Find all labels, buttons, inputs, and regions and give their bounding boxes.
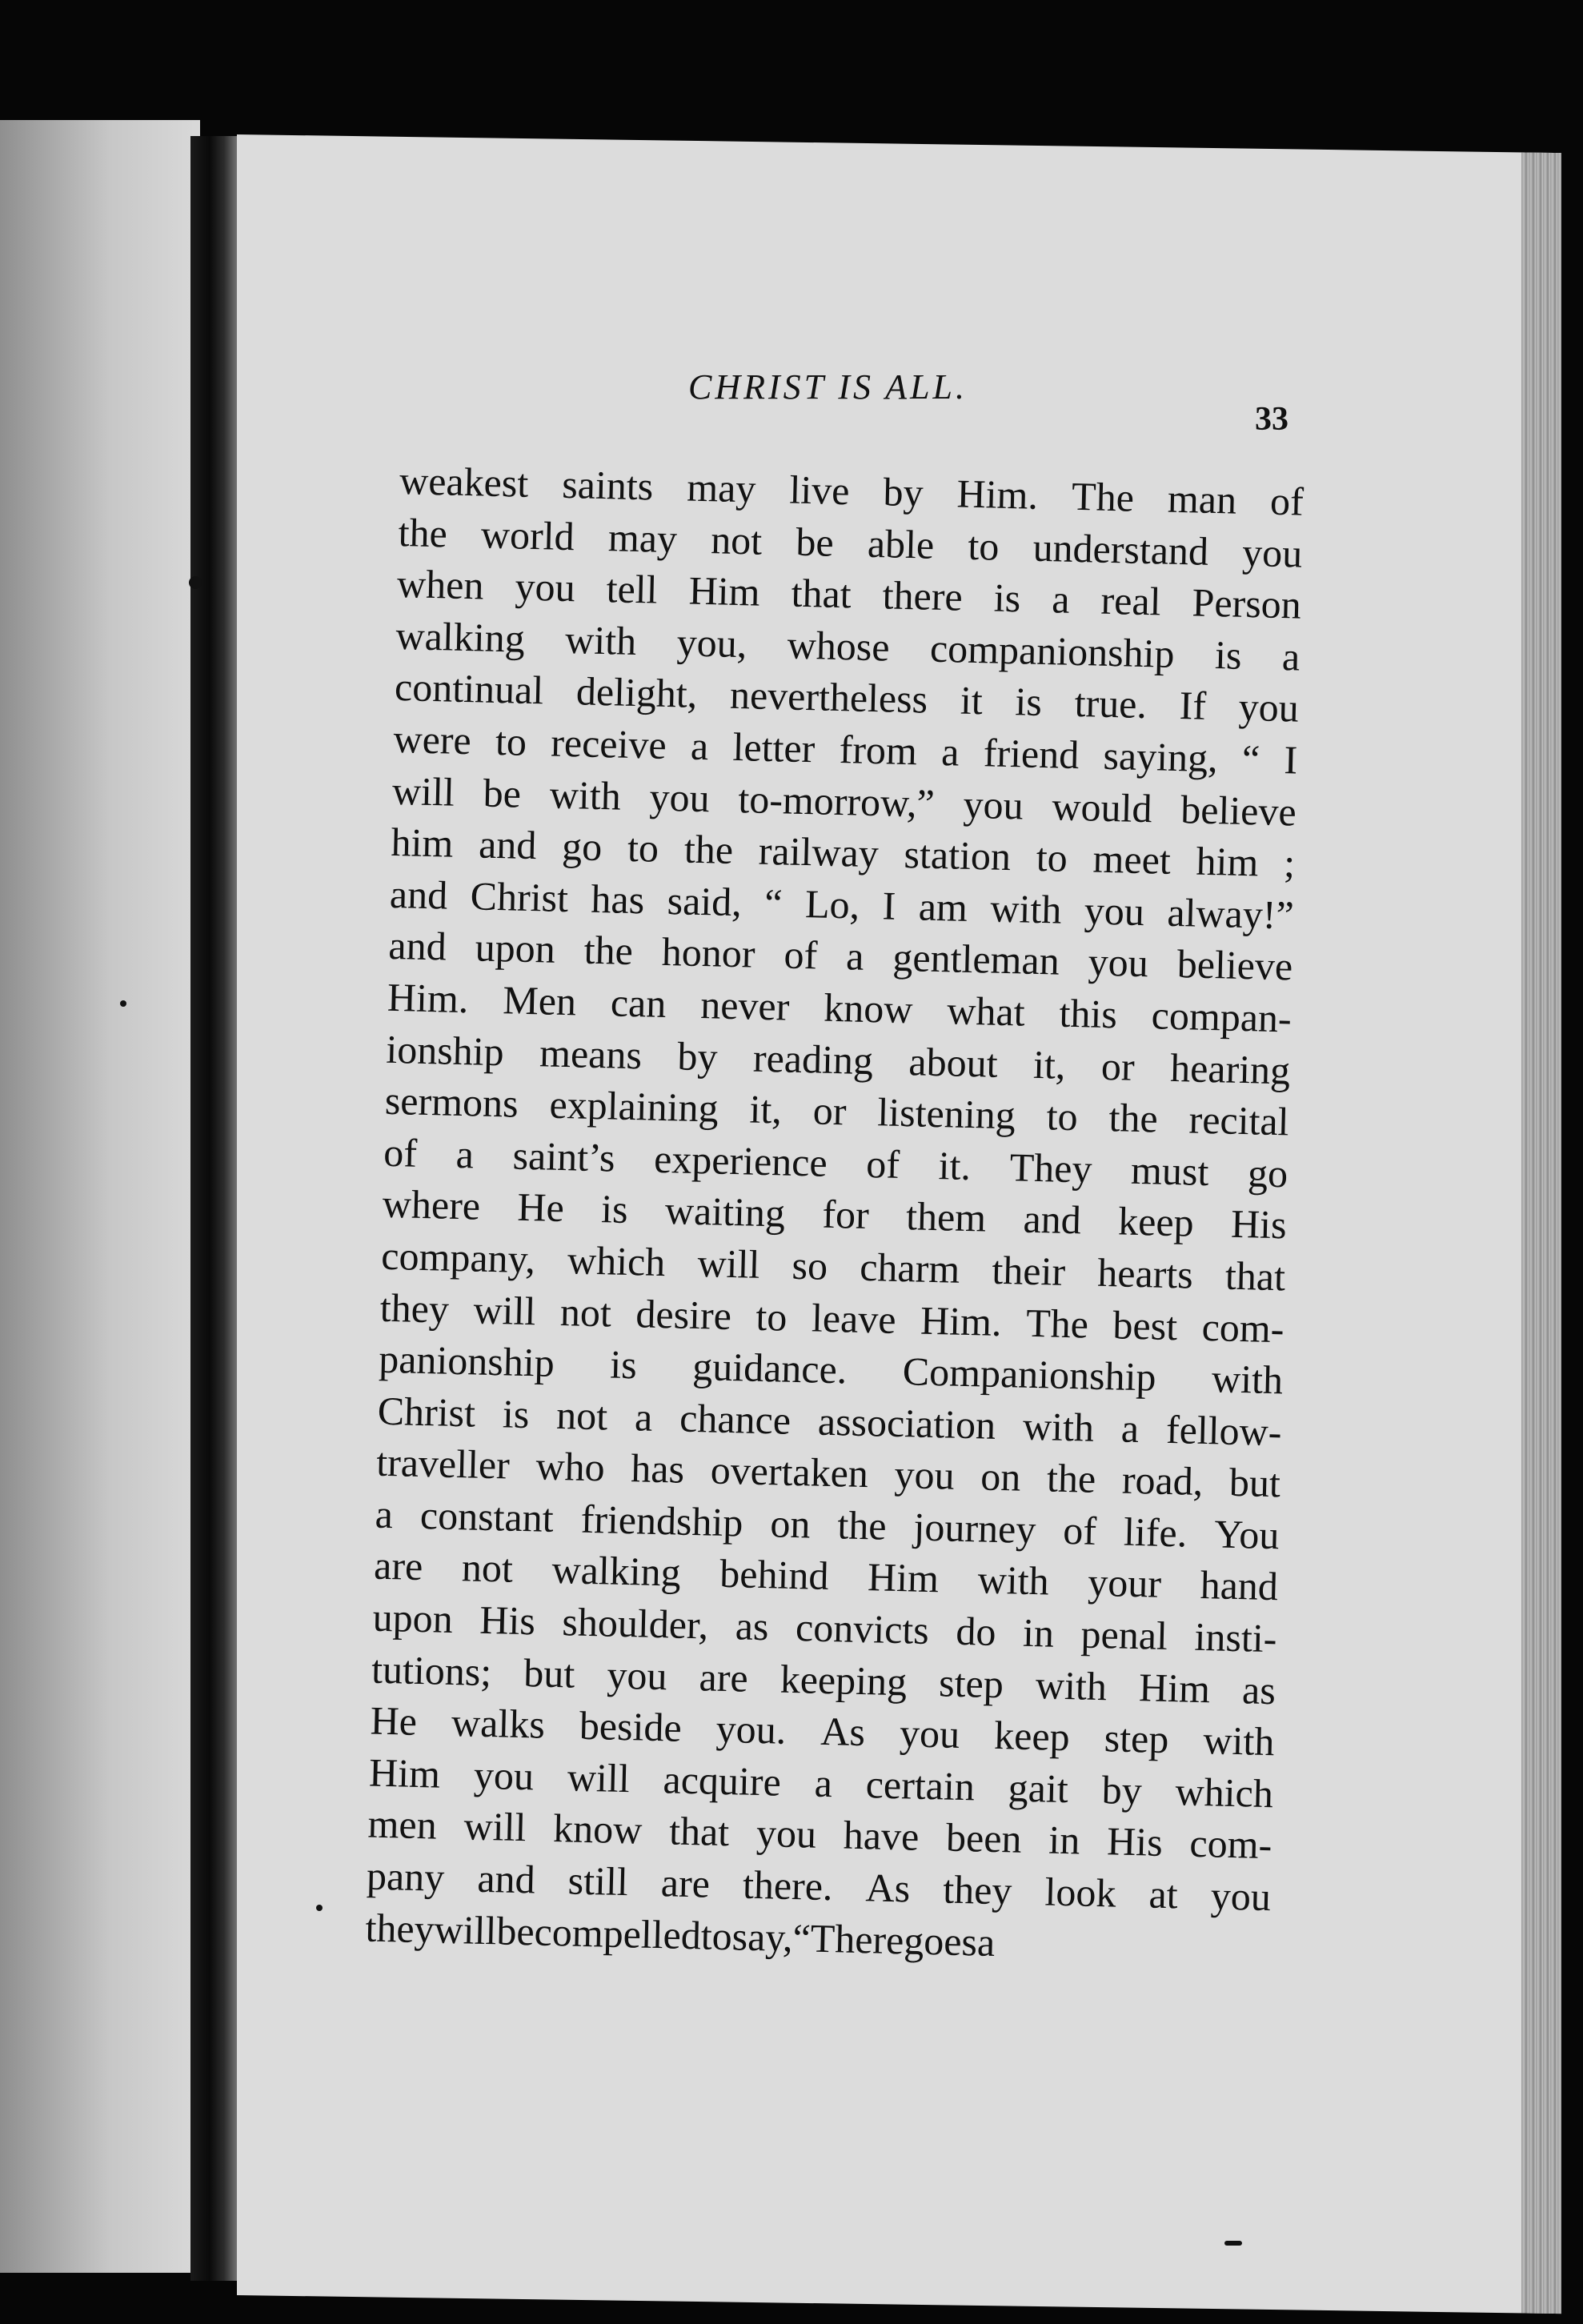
word: Him. — [956, 471, 1039, 518]
word: friend — [983, 730, 1080, 778]
word: reading — [752, 1035, 874, 1083]
word: the — [398, 509, 448, 555]
word: has — [590, 876, 645, 923]
word: I — [1283, 737, 1298, 783]
word: of — [383, 1129, 418, 1176]
word: means — [539, 1029, 643, 1077]
word: at — [1148, 1871, 1179, 1917]
word: life. — [1123, 1509, 1188, 1556]
word: to — [967, 523, 1000, 569]
word: of — [1269, 478, 1304, 524]
word: saying, — [1102, 732, 1219, 781]
word: them — [905, 1193, 987, 1240]
word: upon — [372, 1594, 454, 1642]
word: Lo, — [804, 880, 860, 928]
word: on — [980, 1453, 1022, 1500]
word: to-morrow,” — [737, 775, 936, 826]
word: His — [1230, 1201, 1288, 1248]
word: sermons — [384, 1077, 519, 1126]
word: I — [882, 883, 896, 928]
word: a — [1120, 1405, 1140, 1451]
word: or — [1100, 1043, 1136, 1089]
word: insti- — [1193, 1613, 1278, 1661]
word: world — [480, 511, 575, 559]
word: the — [583, 927, 634, 974]
word: Him — [368, 1749, 441, 1797]
word: the — [1046, 1455, 1096, 1502]
word: Men — [502, 977, 577, 1024]
word: said, — [667, 877, 743, 924]
word: to — [1036, 835, 1068, 880]
word: in — [1048, 1817, 1080, 1863]
word: behind — [719, 1551, 830, 1599]
word: about — [908, 1038, 999, 1086]
word: which — [567, 1237, 666, 1284]
word: and — [387, 923, 447, 969]
word: compelled — [534, 1909, 702, 1957]
word: certain — [865, 1761, 976, 1809]
word: never — [699, 981, 791, 1029]
word: will — [434, 1906, 498, 1953]
word: to — [700, 1913, 733, 1958]
word: is — [600, 1186, 629, 1232]
running-head: CHRIST IS ALL. — [688, 367, 968, 407]
word: to — [755, 1293, 788, 1340]
word: keep — [993, 1713, 1071, 1760]
word: they — [379, 1284, 450, 1332]
word: constant — [419, 1492, 555, 1541]
word: still — [567, 1857, 629, 1905]
word: station — [904, 831, 1012, 880]
word: be — [483, 770, 522, 816]
word: must — [1130, 1147, 1210, 1194]
word: with — [989, 885, 1063, 932]
word: may — [686, 464, 757, 511]
word: with — [1202, 1717, 1276, 1765]
word: gait — [1008, 1765, 1069, 1811]
word: step — [1104, 1715, 1170, 1762]
dust-speck — [189, 576, 202, 589]
word: go — [561, 823, 603, 870]
word: shoulder, — [561, 1599, 709, 1648]
word: by — [1101, 1766, 1143, 1813]
word: has — [630, 1445, 685, 1492]
word: will — [696, 1240, 761, 1287]
word: with — [564, 616, 637, 663]
word: you — [1088, 939, 1149, 986]
word: with — [1022, 1403, 1095, 1450]
word: will — [391, 767, 455, 815]
word: you — [1084, 888, 1145, 934]
word: you — [606, 1652, 668, 1698]
word: Him. — [387, 974, 470, 1022]
word: of — [783, 932, 818, 978]
word: you — [648, 774, 711, 820]
word: you, — [676, 619, 747, 667]
word: a — [690, 723, 709, 769]
word: say, — [731, 1913, 794, 1960]
word: leave — [811, 1294, 897, 1342]
word: journey — [913, 1504, 1037, 1552]
word: what — [946, 988, 1026, 1035]
word: him — [390, 819, 455, 866]
word: alway!” — [1166, 889, 1295, 938]
word: which — [1175, 1769, 1274, 1817]
word: and — [389, 871, 448, 918]
word: that — [668, 1808, 730, 1855]
word: with — [1211, 1356, 1284, 1403]
word: to — [627, 824, 659, 871]
word: a — [375, 1491, 394, 1537]
word: The — [1025, 1300, 1089, 1347]
word: a — [940, 729, 960, 775]
word: you. — [715, 1706, 787, 1753]
word: is — [993, 575, 1021, 621]
word: you — [894, 1452, 956, 1498]
word: not — [710, 516, 763, 563]
word: the — [1108, 1095, 1159, 1141]
dust-speck — [120, 1000, 126, 1007]
word: Him — [688, 567, 761, 615]
word: As — [865, 1865, 911, 1911]
word: a — [976, 1919, 996, 1965]
word: will — [463, 1803, 527, 1850]
word: guidance. — [691, 1344, 848, 1392]
word: tell — [606, 566, 659, 612]
word: keep — [1117, 1198, 1195, 1245]
word: believe — [1176, 941, 1293, 989]
word: acquire — [663, 1757, 782, 1805]
word: you — [962, 781, 1024, 828]
word: or — [812, 1088, 848, 1134]
word: whose — [787, 622, 891, 670]
word: road, — [1121, 1457, 1204, 1505]
word: as — [735, 1603, 770, 1649]
word: traveller — [375, 1439, 511, 1488]
word: continual — [394, 664, 544, 713]
word: it. — [938, 1142, 972, 1188]
body-text — [365, 455, 1304, 1974]
word: walks — [451, 1700, 546, 1747]
word: “There — [792, 1914, 905, 1962]
word: waiting — [664, 1188, 786, 1236]
word: will — [567, 1754, 631, 1801]
word: not — [559, 1288, 612, 1336]
word: nevertheless — [729, 672, 928, 722]
word: from — [839, 727, 918, 774]
word: As — [820, 1709, 866, 1755]
word: best — [1112, 1301, 1178, 1348]
word: have — [843, 1812, 920, 1860]
word: Him — [867, 1554, 940, 1601]
word: there — [882, 572, 964, 619]
word: this — [1058, 990, 1118, 1037]
word: go — [1247, 1149, 1288, 1196]
word: chance — [679, 1395, 792, 1443]
word: do — [955, 1608, 997, 1655]
dust-speck — [316, 1905, 323, 1911]
word: and — [1022, 1196, 1082, 1243]
word: you — [899, 1710, 960, 1757]
word: able — [867, 520, 935, 567]
word: is — [609, 1341, 638, 1388]
word: can — [610, 980, 667, 1026]
word: you — [514, 563, 576, 611]
word: who — [535, 1443, 606, 1490]
word: They — [1009, 1144, 1093, 1192]
word: charm — [859, 1244, 960, 1292]
word: His — [479, 1597, 536, 1644]
word: “ — [1241, 735, 1260, 782]
word: your — [1087, 1560, 1162, 1607]
word: the — [683, 826, 734, 873]
word: tutions; — [371, 1646, 492, 1694]
word: a — [455, 1131, 475, 1177]
word: that — [1224, 1252, 1286, 1300]
word: and — [476, 1855, 536, 1902]
word: If — [1179, 683, 1207, 729]
word: ; — [1283, 840, 1296, 886]
word: panionship — [378, 1336, 555, 1385]
word: to — [1046, 1093, 1079, 1140]
word: are — [699, 1653, 749, 1701]
word: but — [523, 1649, 575, 1697]
word: you — [1210, 1873, 1272, 1920]
word: hearts — [1096, 1249, 1194, 1297]
word: but — [1228, 1460, 1281, 1506]
word: pany — [366, 1853, 445, 1900]
word: step — [938, 1659, 1004, 1706]
word: that — [791, 570, 852, 617]
word: were — [392, 715, 472, 763]
word: listening — [876, 1089, 1016, 1138]
word: a — [1051, 576, 1071, 622]
word: hand — [1200, 1562, 1279, 1609]
word: been — [945, 1814, 1023, 1862]
word: companionship — [929, 625, 1176, 676]
word: with — [549, 771, 622, 819]
word: saint’s — [512, 1132, 616, 1180]
word: com- — [1201, 1304, 1285, 1351]
word: real — [1100, 577, 1162, 624]
word: a — [1281, 633, 1300, 679]
word: it, — [748, 1086, 783, 1132]
word: ionship — [385, 1026, 505, 1074]
word: Christ — [377, 1388, 476, 1436]
word: they — [364, 1905, 435, 1952]
word: they — [942, 1866, 1013, 1913]
word: is — [1214, 631, 1243, 678]
word: be — [495, 1907, 535, 1954]
word: Him. — [920, 1297, 1003, 1344]
word: it — [960, 677, 984, 723]
word: with — [977, 1557, 1050, 1604]
word: and — [478, 821, 538, 868]
word: know — [823, 984, 914, 1032]
word: on — [769, 1501, 812, 1547]
word: true. — [1074, 680, 1148, 727]
word: a — [634, 1393, 654, 1440]
word: explaining — [548, 1081, 719, 1131]
word: fellow- — [1165, 1406, 1283, 1454]
word: The — [1071, 473, 1135, 520]
word: convicts — [795, 1605, 930, 1653]
word: upon — [475, 924, 556, 972]
word: hearing — [1169, 1044, 1291, 1092]
word: is — [502, 1391, 531, 1436]
word: friendship — [580, 1496, 744, 1545]
word: by — [676, 1032, 719, 1080]
page-number: 33 — [1255, 401, 1288, 438]
word: so — [791, 1242, 828, 1288]
word: is — [1014, 679, 1043, 725]
word: penal — [1080, 1611, 1168, 1659]
word: beside — [579, 1702, 683, 1750]
word: keeping — [779, 1656, 908, 1704]
word: weakest — [399, 457, 529, 506]
word: understand — [1032, 524, 1209, 574]
word: believe — [1180, 786, 1297, 835]
word: saints — [561, 461, 654, 509]
word: the — [836, 1502, 888, 1549]
word: to — [495, 718, 527, 764]
word: not — [555, 1392, 608, 1439]
word: walking — [551, 1547, 682, 1596]
word: am — [918, 884, 968, 930]
word: railway — [758, 827, 880, 876]
word: where — [382, 1181, 481, 1228]
word: company, — [380, 1232, 536, 1282]
word: look — [1044, 1869, 1117, 1916]
word: when — [396, 561, 485, 608]
word: him — [1196, 838, 1260, 885]
word: you — [473, 1752, 535, 1799]
dust-speck — [1224, 2241, 1242, 2246]
word: experience — [653, 1136, 828, 1185]
word: Person — [1192, 579, 1302, 627]
word: you — [755, 1810, 817, 1857]
word: delight, — [575, 668, 698, 717]
word: may — [607, 514, 678, 561]
word: it, — [1032, 1041, 1067, 1088]
word: are — [660, 1860, 711, 1906]
word: You — [1213, 1511, 1280, 1558]
word: know — [552, 1805, 643, 1853]
word: of — [865, 1140, 900, 1187]
word: receive — [550, 719, 667, 767]
word: man — [1167, 475, 1237, 523]
word: be — [795, 519, 835, 565]
word: men — [367, 1801, 438, 1848]
word: Christ — [470, 872, 569, 920]
word: of — [1062, 1507, 1097, 1553]
word: Him — [1138, 1664, 1211, 1711]
word: letter — [732, 723, 816, 771]
word: He — [370, 1697, 418, 1745]
word: live — [788, 467, 851, 514]
word: their — [991, 1247, 1066, 1294]
word: “ — [763, 880, 783, 926]
word: recital — [1188, 1096, 1290, 1144]
word: goes — [903, 1917, 978, 1965]
word: He — [516, 1184, 565, 1231]
word: are — [373, 1543, 423, 1589]
word: compan- — [1151, 992, 1292, 1041]
word: meet — [1092, 835, 1172, 883]
word: Companionship — [902, 1348, 1157, 1400]
word: in — [1022, 1609, 1055, 1656]
word: you — [1241, 529, 1303, 576]
word: walking — [395, 612, 526, 661]
word: association — [817, 1398, 996, 1448]
word: as — [1241, 1666, 1276, 1713]
word: His — [1106, 1818, 1164, 1865]
word: com- — [1188, 1821, 1272, 1868]
word: desire — [635, 1290, 732, 1338]
word: there. — [742, 1861, 834, 1909]
word: will — [472, 1286, 537, 1333]
word: a — [845, 933, 865, 980]
word: honor — [661, 929, 756, 976]
word: gentleman — [892, 935, 1060, 984]
word: you — [1238, 684, 1300, 731]
word: would — [1051, 783, 1153, 831]
word: overtaken — [710, 1447, 869, 1497]
word: by — [882, 469, 924, 515]
word: with — [1035, 1661, 1108, 1709]
word: for — [821, 1192, 870, 1238]
word: not — [461, 1545, 514, 1592]
word: a — [814, 1760, 833, 1806]
